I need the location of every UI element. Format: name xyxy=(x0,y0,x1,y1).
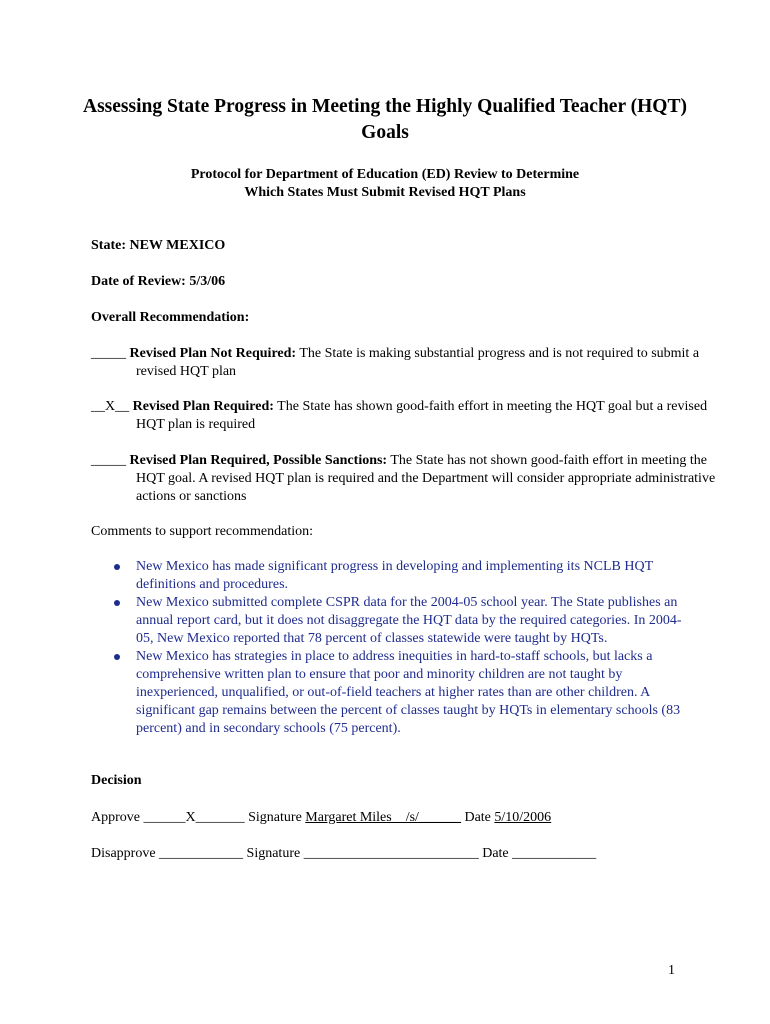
comments-label: Comments to support recommendation: xyxy=(91,524,314,539)
bullet-icon xyxy=(114,564,120,570)
comment-item xyxy=(91,648,691,738)
disapprove-date-value: ____________ xyxy=(512,846,597,861)
document-title: Assessing State Progress in Meeting the Highly Qualified Teacher (HQT) Goals xyxy=(83,96,687,143)
state-field: State: NEW MEXICO xyxy=(91,238,226,253)
comment-item xyxy=(91,558,691,594)
approve-label: Approve xyxy=(91,810,144,825)
comment-text: New Mexico submitted complete CSPR data for the 2004-05 school year. The State publishes an annual report card, but it does not disaggregate the HQT data by the required categories. In 2004-05, New Mexico reported that 78 percent of classes statewide were taught by HQTs. xyxy=(136,595,682,646)
approve-date-value: 5/10/2006 xyxy=(494,810,552,825)
disapprove-date-label: Date xyxy=(478,846,513,861)
option-mark: _____ xyxy=(91,346,130,361)
overall-recommendation-label: Overall Recommendation: xyxy=(91,310,250,325)
disapprove-mark: ____________ xyxy=(159,846,244,861)
option-text: The State has shown good-faith effort in meeting the HQT goal but a revised HQT plan is required xyxy=(136,399,708,432)
option-plan-required xyxy=(91,398,736,434)
option-label: Revised Plan Not Required: xyxy=(129,346,297,361)
comment-text: New Mexico has strategies in place to address inequities in hard-to-staff schools, but lacks a comprehensive written plan to ensure that poor and minority children are not taught by inexperienced, unqualified, or out-of-field teachers at higher rates than are other children. A significant gap remains between the percent of classes taught by HQTs in elementary schools (83 percent) and in secondary schools (75 percent). xyxy=(136,649,681,736)
comment-item xyxy=(91,594,691,648)
comment-text: New Mexico has made significant progress in developing and implementing its NCLB HQT definitions and procedures. xyxy=(136,559,653,592)
page-number: 1 xyxy=(668,963,675,978)
bullet-icon xyxy=(114,654,120,660)
comments-list xyxy=(91,558,691,738)
document-subtitle xyxy=(60,166,710,202)
option-text: The State has not shown good-faith effort in meeting the HQT goal. A revised HQT plan is required and the Department will consider appropriate administrative actions or sanctions xyxy=(136,453,716,504)
approve-line xyxy=(91,809,551,827)
disapprove-signature-value: _________________________ xyxy=(303,846,479,861)
subtitle-line-1: Protocol for Department of Education (ED) Review to Determine xyxy=(190,167,580,182)
disapprove-line xyxy=(91,845,596,863)
option-plan-not-required xyxy=(91,345,736,381)
option-mark: _____ xyxy=(91,453,130,468)
option-mark: __X__ xyxy=(91,399,133,414)
approve-date-label: Date xyxy=(460,810,495,825)
approve-mark: ______X_______ xyxy=(143,810,245,825)
approve-signature-label: Signature xyxy=(244,810,306,825)
date-of-review: Date of Review: 5/3/06 xyxy=(91,274,226,289)
disapprove-signature-label: Signature xyxy=(243,846,304,861)
bullet-icon xyxy=(114,600,120,606)
subtitle-line-2: Which States Must Submit Revised HQT Plans xyxy=(244,185,526,200)
disapprove-label: Disapprove xyxy=(91,846,160,861)
option-label: Revised Plan Required: xyxy=(132,399,274,414)
approve-signature-value: Margaret Miles /s/______ xyxy=(305,810,461,825)
decision-heading: Decision xyxy=(91,773,142,788)
option-text: The State is making substantial progress and is not required to submit a revised HQT plan xyxy=(136,346,700,379)
option-label: Revised Plan Required, Possible Sanctions: xyxy=(129,453,388,468)
option-plan-required-sanctions xyxy=(91,452,736,506)
